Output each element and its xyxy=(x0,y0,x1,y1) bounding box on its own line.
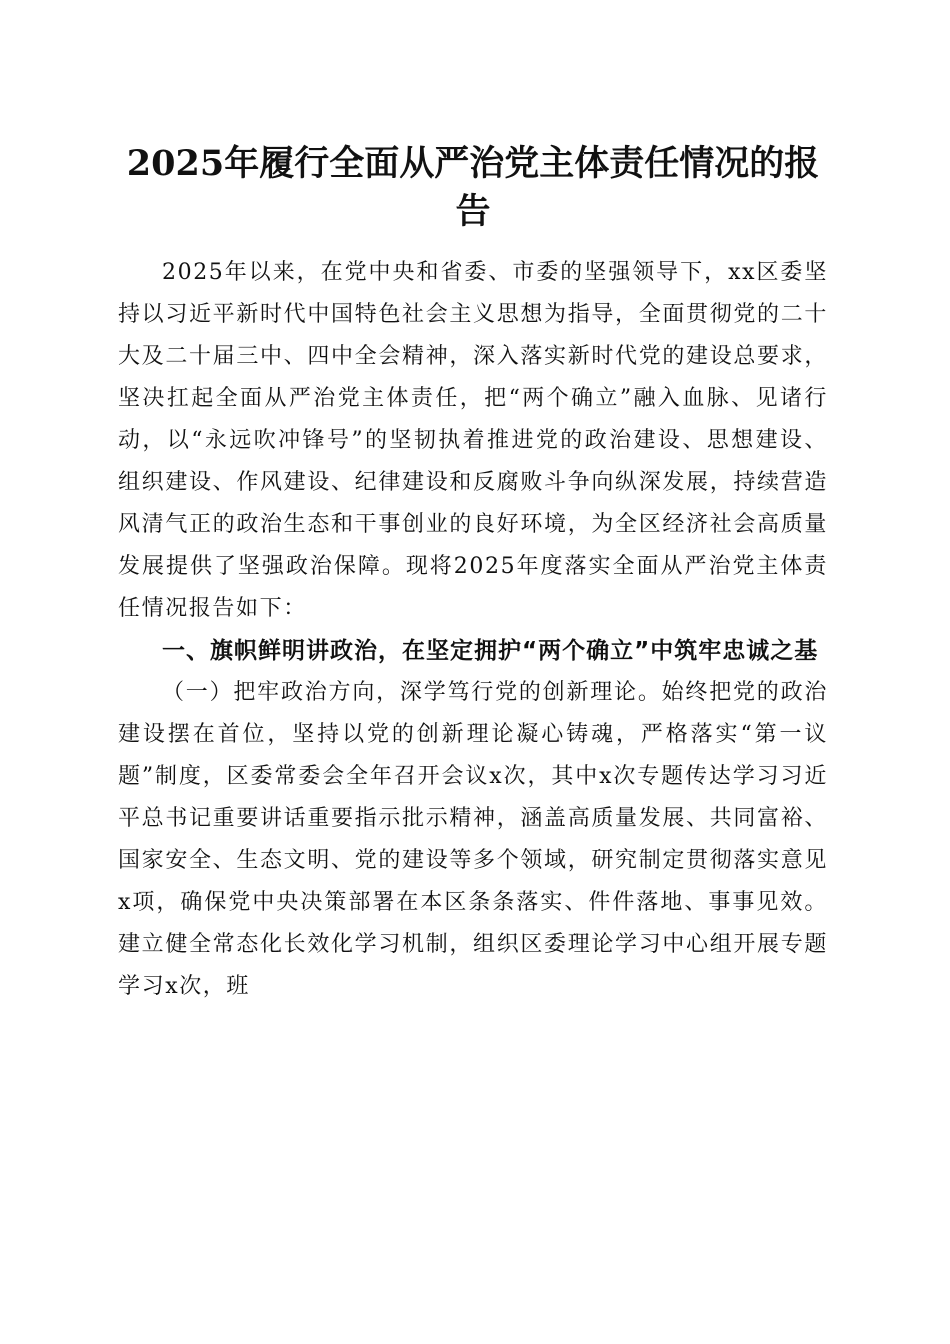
section-1-1-lead: （一）把牢政治方向，深学笃行党的创新理论。 xyxy=(162,680,662,705)
section-1-1-text: 始终把党的政治建设摆在首位，坚持以党的创新理论凝心铸魂，严格落实“第一议题”制度，区委常委会全年召开会议x次，其中x次专题传达学习习近平总书记重要讲话重要指示批示精神，涵盖高质量发展、共同富裕、国家安全、生态文明、党的建设等多个领域，研究制定贯彻落实意见x项，确保党中央决策部署在本区条条落实、件件落地、事事见效。建立健全常态化长效化学习机制，组织区委理论学习中心组开展专题学习x次，班 xyxy=(118,680,828,999)
document-body xyxy=(118,252,828,1008)
intro-paragraph: 2025年以来，在党中央和省委、市委的坚强领导下，xx区委坚持以习近平新时代中国特色社会主义思想为指导，全面贯彻党的二十大及二十届三中、四中全会精神，深入落实新时代党的建设总要求，坚决扛起全面从严治党主体责任，把“两个确立”融入血脉、见诸行动，以“永远吹冲锋号”的坚韧执着推进党的政治建设、思想建设、组织建设、作风建设、纪律建设和反腐败斗争向纵深发展，持续营造风清气正的政治生态和干事创业的良好环境，为全区经济社会高质量发展提供了坚强政治保障。现将2025年度落实全面从严治党主体责任情况报告如下： xyxy=(118,260,828,621)
section-1-1-paragraph xyxy=(118,672,828,1008)
section-1-heading: 一、旗帜鲜明讲政治，在坚定拥护“两个确立”中筑牢忠诚之基 xyxy=(162,638,819,664)
document-title: 2025年履行全面从严治党主体责任情况的报告 xyxy=(126,143,820,232)
